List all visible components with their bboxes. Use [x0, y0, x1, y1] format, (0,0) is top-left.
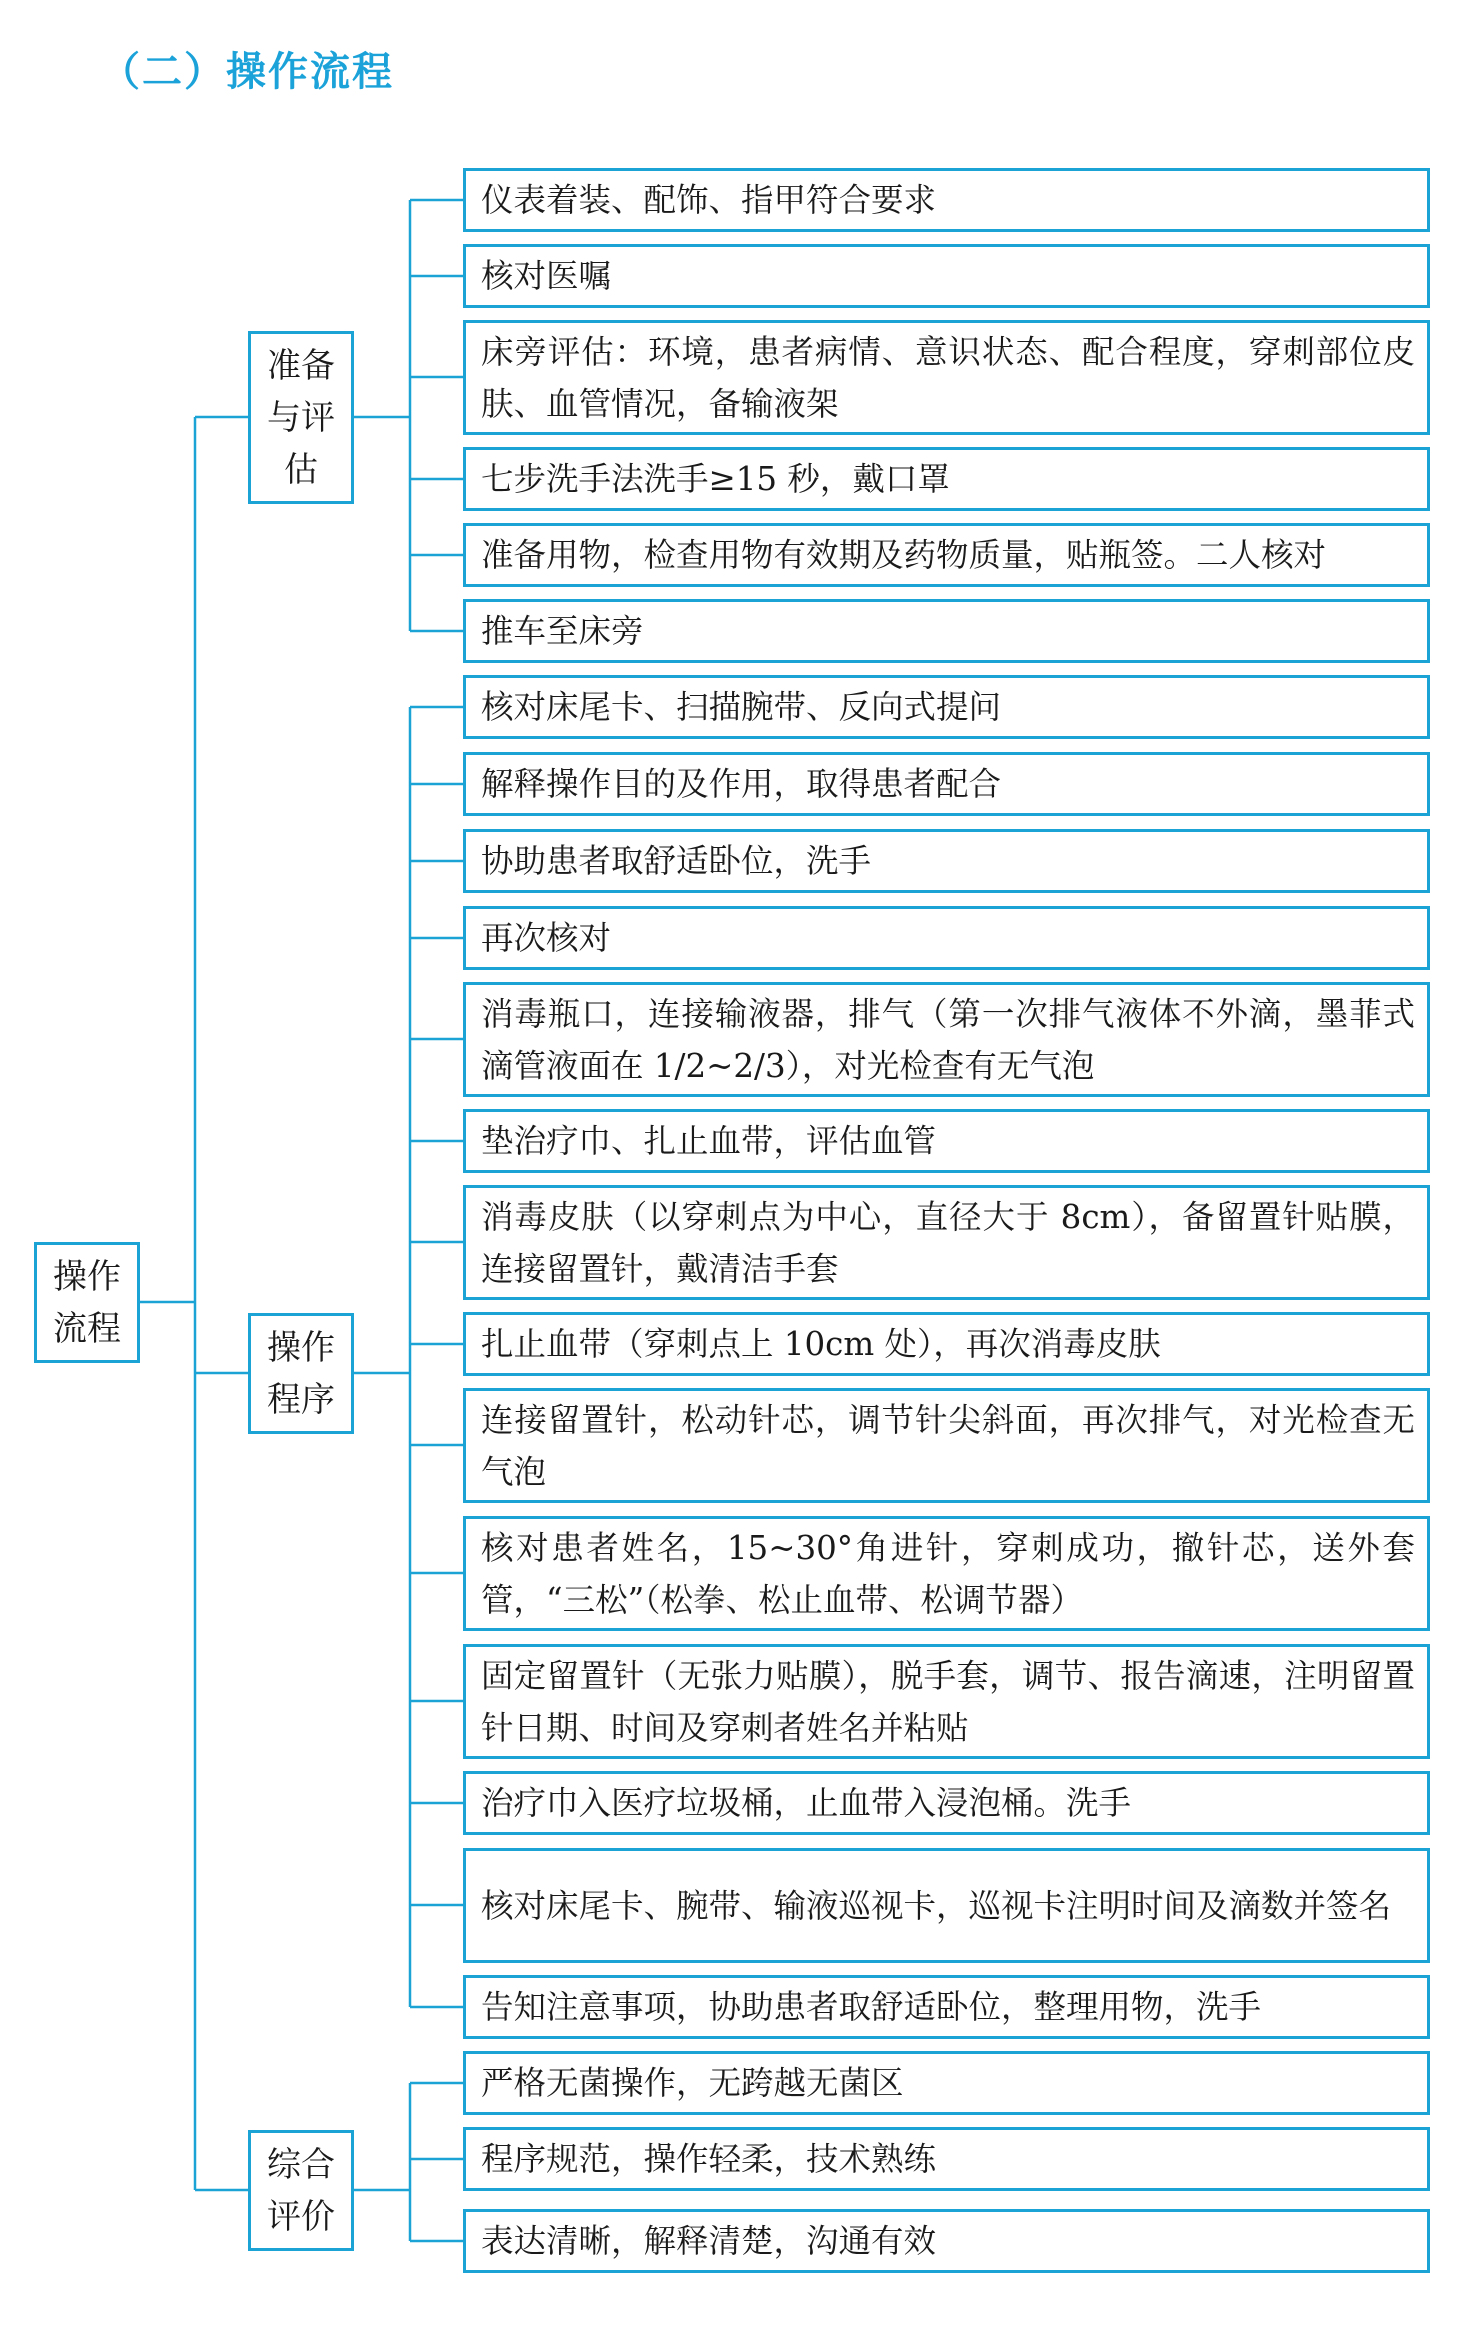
step-box	[463, 906, 1430, 970]
step-text: 连接留置针，松动针芯，调节针尖斜面，再次排气，对光检查无气泡	[481, 1400, 1415, 1491]
step-text: 告知注意事项，协助患者取舒适卧位，整理用物，洗手	[481, 1988, 1262, 2026]
root-node	[34, 1242, 140, 1363]
step-text: 解释操作目的及作用，取得患者配合	[481, 765, 1002, 803]
step-text: 程序规范，操作轻柔，技术熟练	[481, 2140, 937, 2178]
step-text: 核对医嘱	[481, 257, 612, 295]
step-box	[463, 1109, 1430, 1173]
category-label: 准备与评估	[266, 345, 335, 490]
step-text: 仪表着装、配饰、指甲符合要求	[481, 181, 937, 219]
step-box	[463, 675, 1430, 739]
step-text: 治疗巾入医疗垃圾桶，止血带入浸泡桶。洗手	[481, 1784, 1132, 1822]
step-text: 消毒皮肤（以穿刺点为中心，直径大于 8cm），备留置针贴膜，连接留置针，戴清洁手套	[481, 1197, 1415, 1288]
step-text: 再次核对	[481, 919, 612, 957]
step-text: 固定留置针（无张力贴膜），脱手套，调节、报告滴速，注明留置针日期、时间及穿刺者姓名并粘贴	[481, 1656, 1415, 1747]
category-label: 操作程序	[266, 1327, 335, 1420]
category-procedure	[248, 1313, 354, 1434]
step-box	[463, 2127, 1430, 2191]
category-preparation	[248, 331, 354, 504]
step-text: 核对患者姓名，15~30°角进针，穿刺成功，撤针芯，送外套管，“三松”（松拳、松止血带、松调节器）	[481, 1528, 1415, 1619]
step-text: 垫治疗巾、扎止血带，评估血管	[481, 1122, 937, 1160]
step-box	[463, 447, 1430, 511]
step-box	[463, 1644, 1430, 1759]
step-box	[463, 244, 1430, 308]
step-box	[463, 320, 1430, 435]
step-box	[463, 1848, 1430, 1963]
step-text: 扎止血带（穿刺点上 10cm 处），再次消毒皮肤	[481, 1325, 1161, 1363]
step-box	[463, 599, 1430, 663]
step-box	[463, 2051, 1430, 2115]
step-box	[463, 1771, 1430, 1835]
step-text: 表达清晰，解释清楚，沟通有效	[481, 2222, 937, 2260]
step-box	[463, 1975, 1430, 2039]
step-text: 准备用物，检查用物有效期及药物质量，贴瓶签。二人核对	[481, 536, 1327, 574]
step-text: 核对床尾卡、扫描腕带、反向式提问	[481, 688, 1002, 726]
step-text: 严格无菌操作，无跨越无菌区	[481, 2064, 904, 2102]
step-box	[463, 982, 1430, 1097]
step-text: 消毒瓶口，连接输液器，排气（第一次排气液体不外滴，墨菲式滴管液面在 1/2~2/3），对光检查有无气泡	[481, 994, 1415, 1085]
step-text: 协助患者取舒适卧位，洗手	[481, 842, 872, 880]
step-box	[463, 523, 1430, 587]
step-box	[463, 829, 1430, 893]
step-text: 床旁评估：环境，患者病情、意识状态、配合程度，穿刺部位皮肤、血管情况，备输液架	[481, 332, 1415, 423]
root-label: 操作流程	[53, 1256, 121, 1349]
category-label: 综合评价	[266, 2144, 335, 2237]
step-text: 七步洗手法洗手≥15 秒，戴口罩	[481, 460, 950, 498]
step-box	[463, 1185, 1430, 1300]
step-box	[463, 1312, 1430, 1376]
section-heading: （二）操作流程	[100, 49, 394, 95]
step-box	[463, 752, 1430, 816]
category-evaluation	[248, 2130, 354, 2251]
step-box	[463, 168, 1430, 232]
step-text: 核对床尾卡、腕带、输液巡视卡，巡视卡注明时间及滴数并签名	[481, 1886, 1392, 1925]
step-box	[463, 2209, 1430, 2273]
step-text: 推车至床旁	[481, 612, 644, 650]
step-box	[463, 1388, 1430, 1503]
step-box	[463, 1516, 1430, 1631]
